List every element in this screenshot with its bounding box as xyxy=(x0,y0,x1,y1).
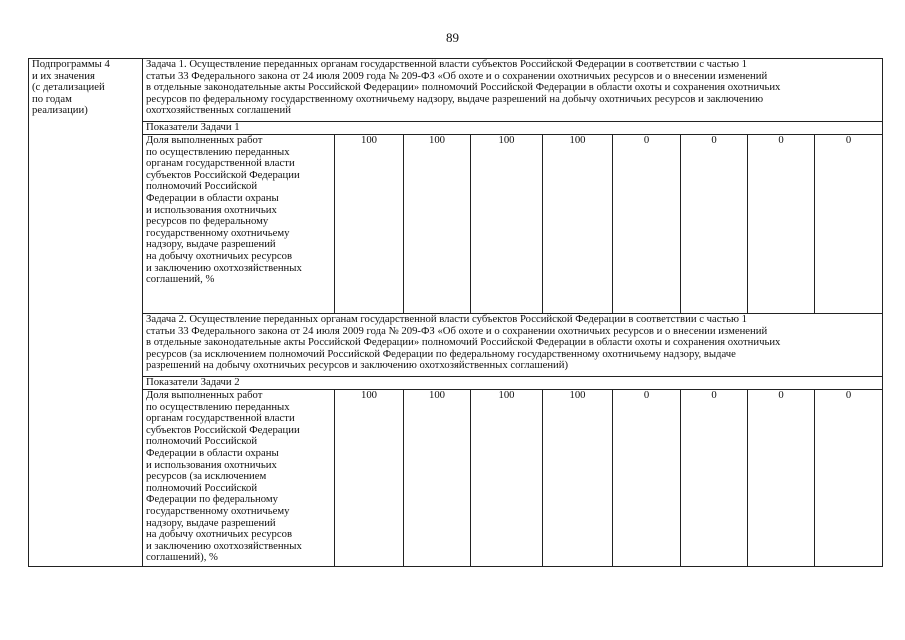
page-number: 89 xyxy=(446,30,459,45)
task-1-indicators-header: Показатели Задачи 1 xyxy=(143,122,883,135)
indicator-name-line: Федерации в области охраны xyxy=(146,191,279,204)
task-2-value-year-3: 100 xyxy=(471,390,543,567)
task-1-indicators-header-row xyxy=(29,122,883,135)
task-1-value-year-6: 0 xyxy=(681,135,748,314)
indicator-name-line: надзору, выдаче разрешений xyxy=(146,516,276,529)
subprogram-label-line: и их значения xyxy=(32,69,95,82)
task-1-value-year-5: 0 xyxy=(613,135,681,314)
indicator-name-line: и использования охотничьих xyxy=(146,458,277,471)
task-title-line: в отдельные законодательные акты Российской Федерации» полномочий Российской Федерации в области охоты и сохранения охотничьих xyxy=(146,336,781,349)
task-title-line: разрешений на добычу охотничьих ресурсов и заключению охотхозяйственных соглашений) xyxy=(146,359,569,372)
indicator-name-line: полномочий Российской xyxy=(146,180,258,193)
task-2-indicator-row xyxy=(29,390,883,567)
task-1-value-year-2: 100 xyxy=(404,135,471,314)
task-1-value-year-3: 100 xyxy=(471,135,543,314)
indicator-name-line: Доля выполненных работ xyxy=(146,389,263,401)
indicator-name-line: по осуществлению переданных xyxy=(146,400,290,413)
task-title-line: Задача 2. Осуществление переданных органам государственной власти субъектов Российской Федерации в соответствии с частью 1 xyxy=(146,313,748,325)
subprogram-indicators-table xyxy=(28,58,883,567)
task-2-row xyxy=(29,314,883,377)
task-title-line: ресурсов (за исключением полномочий Российской Федерации по федеральному государственному охотничьему надзору, выдаче xyxy=(146,347,736,360)
indicator-name-line: по осуществлению переданных xyxy=(146,145,290,158)
task-1-value-year-1: 100 xyxy=(335,135,404,314)
indicator-name-line: Федерации по федеральному xyxy=(146,493,278,506)
task-2-indicators-header-row xyxy=(29,377,883,390)
task-title-line: Задача 1. Осуществление переданных органам государственной власти субъектов Российской Федерации в соответствии с частью 1 xyxy=(146,58,748,70)
task-2-value-year-7: 0 xyxy=(748,390,815,567)
task-2-title xyxy=(143,314,883,377)
indicator-name-line: государственному охотничьему xyxy=(146,504,290,517)
indicator-name-line: надзору, выдаче разрешений xyxy=(146,238,276,251)
indicator-name-line: и заключению охотхозяйственных xyxy=(146,261,302,274)
indicator-name-line: ресурсов (за исключением xyxy=(146,470,267,483)
indicator-name-line: соглашений), % xyxy=(146,551,218,564)
task-1-value-year-7: 0 xyxy=(748,135,815,314)
indicator-name-line: ресурсов по федеральному xyxy=(146,215,269,228)
indicator-name-line: и использования охотничьих xyxy=(146,203,277,216)
task-2-indicator-name xyxy=(143,390,335,567)
indicator-name-line: государственному охотничьему xyxy=(146,226,290,239)
task-title-line: ресурсов по федеральному государственному охотничьему надзору, выдаче разрешений на добычу охотничьих ресурсов и заключению xyxy=(146,92,764,105)
task-2-value-year-6: 0 xyxy=(681,390,748,567)
task-2-value-year-2: 100 xyxy=(404,390,471,567)
task-title-line: в отдельные законодательные акты Российской Федерации» полномочий Российской Федерации в области охоты и сохранения охотничьих xyxy=(146,81,781,94)
indicator-name-line: субъектов Российской Федерации xyxy=(146,168,300,181)
task-1-value-year-4: 100 xyxy=(543,135,613,314)
task-2-value-year-4: 100 xyxy=(543,390,613,567)
task-2-value-year-1: 100 xyxy=(335,390,404,567)
indicator-name-line: полномочий Российской xyxy=(146,435,258,448)
indicator-name-line: полномочий Российской xyxy=(146,481,258,494)
task-title-line: статьи 33 Федерального закона от 24 июля 2009 года № 209-ФЗ «Об охоте и о сохранении охотничьих ресурсов и о внесении изменений xyxy=(146,69,768,82)
task-title-line: статьи 33 Федерального закона от 24 июля 2009 года № 209-ФЗ «Об охоте и о сохранении охотничьих ресурсов и о внесении изменений xyxy=(146,324,768,337)
subprogram-label-line: по годам xyxy=(32,92,72,105)
task-2-indicators-header: Показатели Задачи 2 xyxy=(143,377,883,390)
task-1-indicator-name xyxy=(143,135,335,314)
indicator-name-line: на добычу охотничьих ресурсов xyxy=(146,528,293,541)
indicator-name-line: Доля выполненных работ xyxy=(146,134,263,146)
subprogram-label-line: (с детализацией xyxy=(32,81,105,94)
task-1-value-year-8: 0 xyxy=(815,135,883,314)
indicator-name-line: Федерации в области охраны xyxy=(146,446,279,459)
task-1-row xyxy=(29,59,883,122)
task-1-indicator-row xyxy=(29,135,883,314)
subprogram-label-line: Подпрограммы 4 xyxy=(32,58,110,70)
subprogram-label xyxy=(29,59,143,567)
indicator-name-line: на добычу охотничьих ресурсов xyxy=(146,249,293,262)
indicator-name-line: органам государственной власти xyxy=(146,412,295,425)
task-2-value-year-8: 0 xyxy=(815,390,883,567)
task-1-title xyxy=(143,59,883,122)
task-2-value-year-5: 0 xyxy=(613,390,681,567)
indicator-name-line: и заключению охотхозяйственных xyxy=(146,539,302,552)
indicator-name-line: органам государственной власти xyxy=(146,157,295,170)
task-title-line: охотхозяйственных соглашений xyxy=(146,104,291,117)
indicator-name-line: соглашений, % xyxy=(146,273,215,286)
subprogram-label-line: реализации) xyxy=(32,104,88,117)
indicator-name-line: субъектов Российской Федерации xyxy=(146,423,300,436)
